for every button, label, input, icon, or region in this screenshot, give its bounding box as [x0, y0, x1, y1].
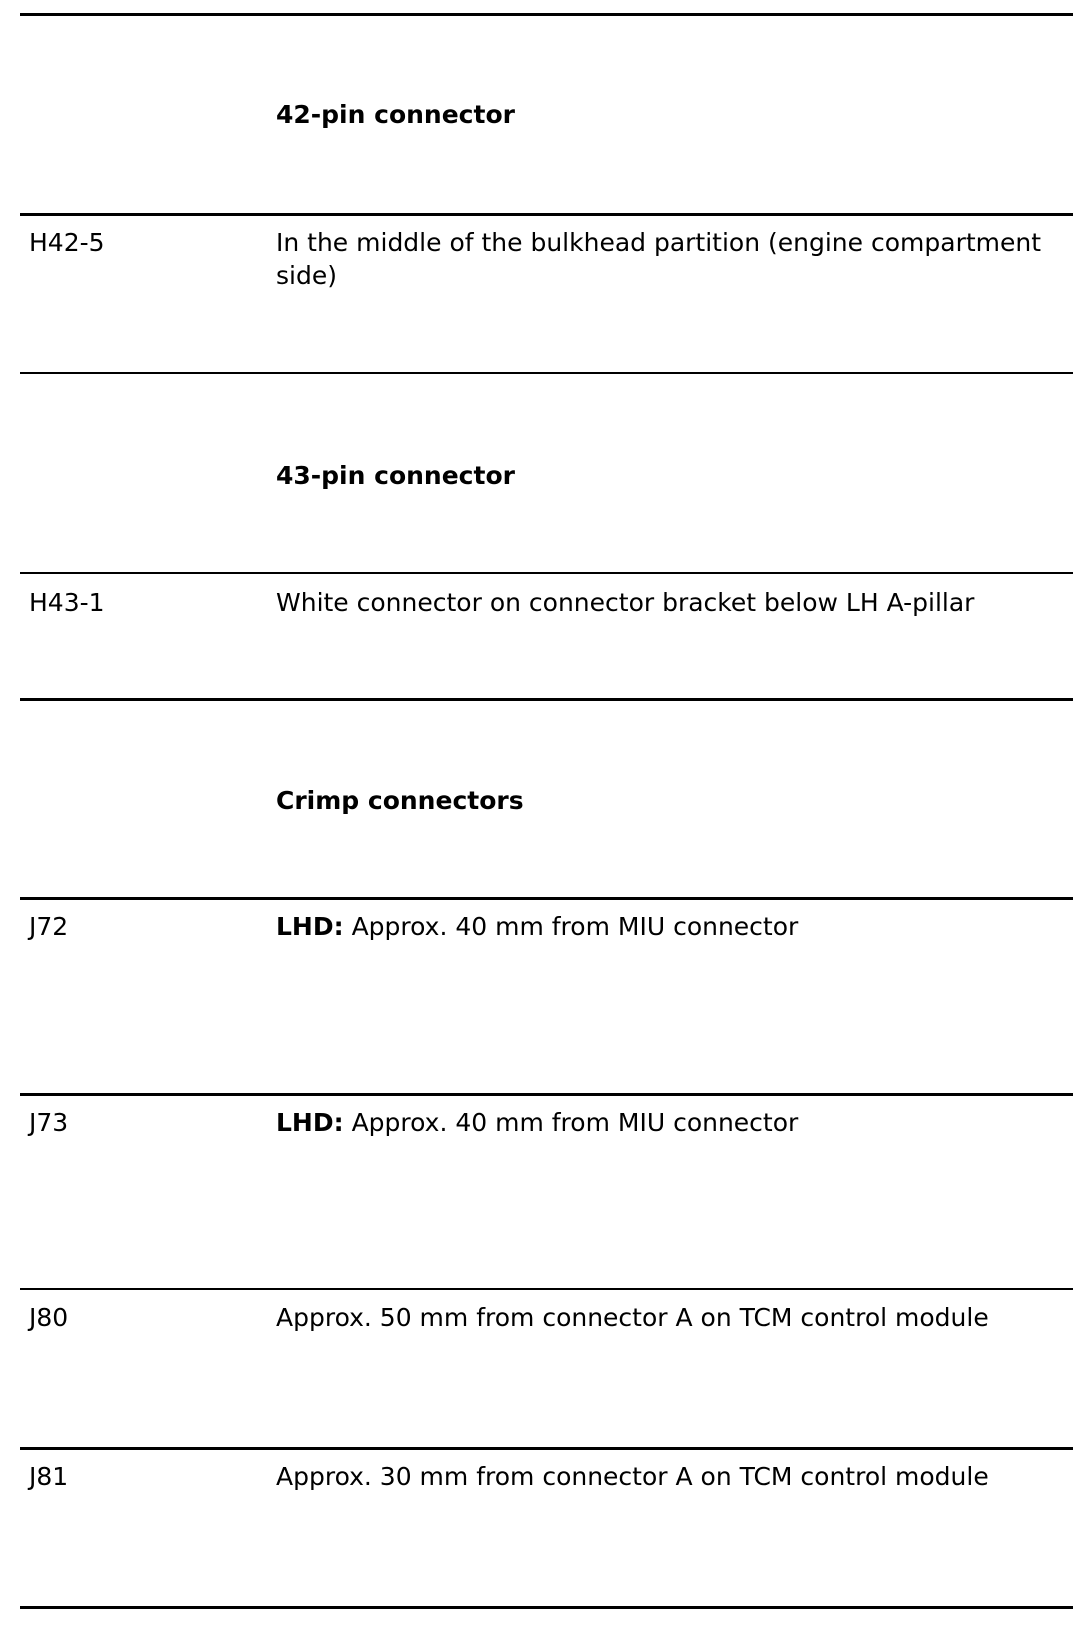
divider [20, 1606, 1073, 1609]
description-text: Approx. 40 mm from MIU connector [351, 1108, 799, 1137]
divider [20, 1093, 1073, 1096]
section-heading: 43-pin connector [276, 461, 515, 490]
divider [20, 897, 1073, 900]
connector-description [276, 910, 1066, 943]
connector-code: J72 [29, 912, 69, 941]
connector-description: Approx. 50 mm from connector A on TCM control module [276, 1303, 989, 1332]
connector-code: J81 [29, 1462, 69, 1491]
connector-code: J80 [29, 1303, 69, 1332]
connector-description: In the middle of the bulkhead partition (engine compartment side) [276, 228, 1042, 290]
section-heading: 42-pin connector [276, 100, 515, 129]
connector-code: J73 [29, 1108, 69, 1137]
divider [20, 13, 1073, 16]
section-heading: Crimp connectors [276, 786, 524, 815]
description-text: Approx. 40 mm from MIU connector [351, 912, 799, 941]
connector-description: White connector on connector bracket below LH A-pillar [276, 588, 975, 617]
connector-description: Approx. 30 mm from connector A on TCM control module [276, 1462, 989, 1491]
connector-description [276, 1106, 1066, 1139]
divider [20, 698, 1073, 701]
lhd-label: LHD: [276, 912, 344, 941]
divider [20, 213, 1073, 216]
divider [20, 1447, 1073, 1450]
divider [20, 572, 1073, 574]
divider [20, 372, 1073, 374]
connector-code: H43-1 [29, 588, 105, 617]
lhd-label: LHD: [276, 1108, 344, 1137]
connector-code: H42-5 [29, 228, 105, 257]
divider [20, 1288, 1073, 1290]
